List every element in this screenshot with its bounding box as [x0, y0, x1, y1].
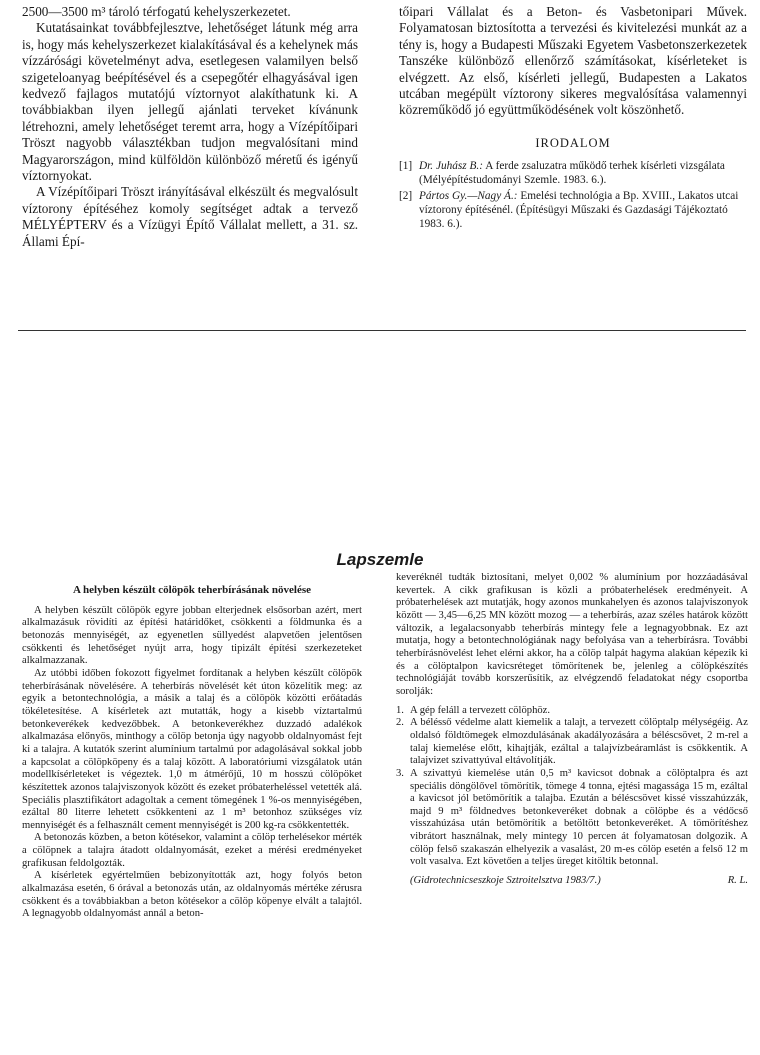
- paragraph: A helyben készült cölöpök egyre jobban elterjednek elsősorban azért, mert alkalmazásuk rövidíti az építési határidőket, csökkenti a földmunka és a betonozás mennyiségét, az egyenetlen süllyedést alapvetően jelentősen csökkenti és lehetőséget nyújt arra, hogy tipizált építési szerkezeteket alkalmazzanak.: [22, 604, 362, 667]
- section-title: Lapszemle: [336, 550, 424, 569]
- source-line: [396, 875, 748, 888]
- step-number: 3.: [396, 767, 404, 779]
- step-number: 2.: [396, 717, 404, 729]
- reference-number: [1]: [399, 160, 413, 173]
- reference-item: [399, 159, 747, 187]
- step-number: 1.: [396, 704, 404, 716]
- reference-author: Pártos Gy.—Nagy Á.:: [419, 190, 518, 203]
- top-article-left-column: [22, 4, 358, 250]
- section-divider: [18, 330, 746, 331]
- references-heading: IRODALOM: [535, 135, 611, 150]
- paragraph: Az utóbbi időben fokozott figyelmet fordítanak a helyben készült cölöpök teherbírásának növelésére. A teherbírás növelését két úton közelítik meg: az egyik a betontechnológia, a másik a talaj és a cölöpök közötti erőátadás tökéletesítése. A kísérletek azt mutatták, hogy a kisebb víztartalmú betonkeverékek kedvezőbbek. A betonkeverékhez duzzadó adalékok alkalmazása előnyös, minthogy a cölöp betonja úgy nagyobb oldalnyomást fejt ki a talajra. A kutatók szerint alumínium tartalmú por adagolásával sokkal jobb a kapcsolat a cölöpköpeny és a talaj között. A laboratóriumi vizsgálatok után modellkísérleteket is végeztek. 1,0 m átmérőjű, 10 m hosszú cölöpöket készítettek azonos talajviszonyok között és ezeket próbaterheléssel vetették alá. Speciális plasztifikátort adagoltak a cement tömegének 1 %-os mennyiségében, ezáltal 80 literre lehetett csökkenteni az 1 m³ betonhoz szükséges víz mennyiségét és a felhasznált cement mennyiségét is 200 kg-ra csökkentették.: [22, 667, 362, 831]
- list-item: [396, 717, 748, 768]
- source-citation: (Gidrotechnicseszkoje Sztroitelsztva 1983/7.): [410, 875, 601, 887]
- reference-item: [399, 189, 747, 231]
- step-text: A gép feláll a tervezett cölöphöz.: [410, 704, 551, 716]
- top-article-right-column: [399, 4, 747, 233]
- paragraph: Kutatásainkat továbbfejlesztve, lehetőséget látunk még arra is, hogy más kehelyszerkezet kialakításával és a kehelynek más vízzárósági követelményt adva, esetlegesen valamilyen belső szigeteloanyag beépítésével és a csepegőtér elhagyásával igen kedvező fajlagos mutatójú víztornyot alakíthatunk ki. A továbbiakban ilyen jellegű ajánlati terveket kívánunk létrehozni, amely lehetőséget teremt arra, hogy a Vízépítőipari Tröszt nagyobb választékban tudjon megvalósítani mind Magyarországon, mind külföldön különböző méretű és igényű víztornyokat.: [22, 20, 358, 184]
- list-item: [396, 768, 748, 869]
- paragraph: keveréknél tudták biztosítani, melyet 0,002 % alumínium por hozzáadásával kevertek. A cikk grafikusan is közli a próbaterhelések eredményeit. A próbaterhelések azt mutatják, hogy azonos munkahelyen és azonos talajviszonyok között — 3,45—6,25 MN között mozog — a teherbírás, azaz széles határok között változik, a legalacsonyabb teherbírás mintegy fele a legnagyobbnak. Ez azt mutatja, hogy a betontechnológiának nagy befolyása van a teherbírásra. További teherbírásnövelést lehet elérni akkor, ha a cölöp talpát hagyma alakúan képezik ki és a cölöptalpon kavicsréteget tömörítenek be, jelenleg a cölöpkészítés technológiáját tovább korszerűsítik, az elvégzendő feladatokat négy csoportba sorolják:: [396, 572, 748, 697]
- review-article-title: A helyben készült cölöpök teherbírásának növelése: [72, 584, 312, 596]
- author-initials: R. L.: [727, 875, 748, 887]
- review-right-column: [396, 572, 748, 888]
- step-text: A szivattyú kiemelése után 0,5 m³ kavicsot dobnak a cölöptalpra és azt speciális döngölővel tömörítik, tömege 4 tonna, ejtési magassága 15 m, ezáltal a kavicsot jól betömörítik a talajba. Ezután a béléscsövet kissé visszahúzzák, majd 9 m³ földnedves betonkeveréket dobnak a cölöpbe és a védőcső visszahúzása után betömörítik a betöltött betonkeveréket. A tömörítéshez vibrátort használnak, mely mintegy 10 percen át folyamatosan dolgozik. A cölöp felső szakaszán elhelyezik a vasalást, 20 m-es cölöp esetén a felső 12 m volt vasalva. Ezt követően a teljes üreget kitöltik betonnal.: [410, 767, 748, 868]
- step-text: A bélésső védelme alatt kiemelik a talajt, a tervezett cölöptalp mélységéig. Az oldalsó földtömegek elmozdulásának akadályozására a béléscsövet, 2 m-rel a talaj kiemelése előtt, kihajtják, ezáltal a talajvízbeáramlást is csökkentik. A talajvizet szivattyúval eltávolítják.: [410, 717, 748, 767]
- reference-text: [419, 189, 747, 231]
- paragraph: 2500—3500 m³ tároló térfogatú kehelyszerkezetet.: [22, 4, 291, 19]
- reference-title: Emelési technológia a Bp. XVIII., Lakatos utcai víztorony építésénél. (Építésügyi Műszaki és Gazdasági Tájékoztató 1983. 6.).: [419, 190, 739, 231]
- steps-list: [396, 705, 748, 870]
- reference-text: [419, 159, 747, 187]
- list-item: [396, 705, 748, 718]
- reference-author: Dr. Juhász B.:: [419, 160, 484, 173]
- reference-number: [2]: [399, 190, 413, 203]
- paragraph: A betonozás közben, a beton kötésekor, valamint a cölöp terhelésekor mérték a cölöpnek a talajra átadott oldalnyomását, ezeket a mérési eredményeket grafikusan feldolgozták.: [22, 832, 362, 869]
- paragraph: A kísérletek egyértelműen bebizonyították azt, hogy folyós beton alkalmazása esetén, 6 órával a betonozás után, az oldalnyomás mértéke zérusra csökkent és a továbbiakban a beton kötésekor a cölöp köpenye elvált a talajtól. A legnagyobb oldalnyomást annál a beton-: [22, 870, 362, 920]
- paragraph: tőipari Vállalat és a Beton- és Vasbetonipari Művek. Folyamatosan biztosította a tervezési és kivitelezési munkát az a tény is, hogy a Budapesti Műszaki Egyetem Vasbetonszerkezetek Tanszéke különböző ellenőrző számításokat, kísérleteket is elvégzett. Az első, kísérleti jellegű, Budapesten a Lakatos utcában megépült víztorony sikeres megvalósítása valamennyi közreműködő jó együttműködésének volt köszönhető.: [399, 4, 747, 118]
- paragraph: A Vízépítőipari Tröszt irányításával elkészült és megvalósult víztorony építéséhez komoly segítséget adtak a tervező MÉLYÉPTERV és a Vízügyi Építő Vállalat mellett, a 31. sz. Állami Épí-: [22, 184, 358, 249]
- review-left-column: [22, 584, 362, 921]
- reference-title: A ferde zsaluzatra működő terhek kísérleti vizsgálata (Mélyépítéstudományi Szemle. 1983. 6.).: [419, 160, 725, 187]
